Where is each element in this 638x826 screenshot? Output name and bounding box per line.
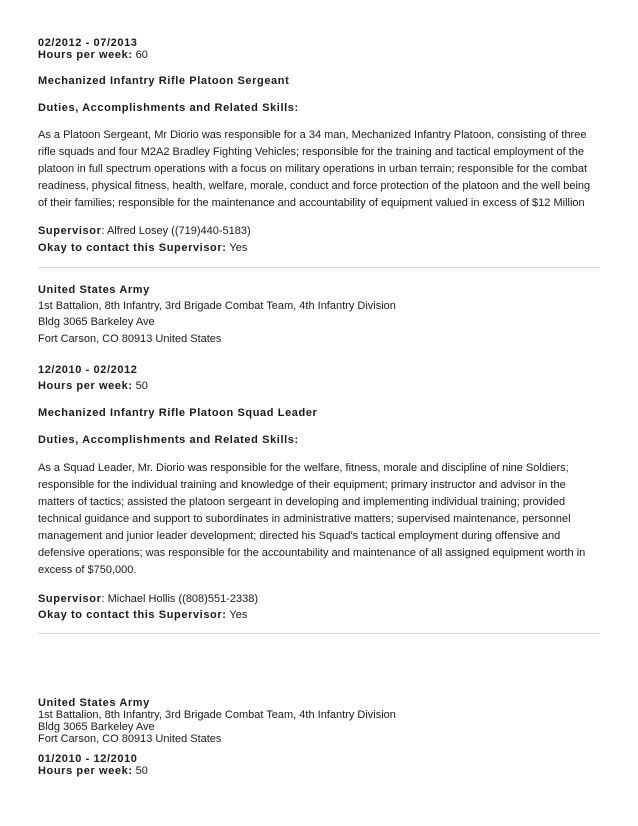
contact-label: Okay to contact this Supervisor: [38, 242, 227, 254]
entry2-supervisor [38, 592, 258, 606]
entry2-hours [38, 379, 148, 393]
supervisor-value: : Michael Hollis ((808)551-2338) [101, 593, 258, 605]
entry1-duties-heading: Duties, Accomplishments and Related Skills: [38, 102, 299, 114]
entry1-duties-text: As a Platoon Sergeant, Mr Diorio was responsible for a 34 man, Mechanized Infantry Platoon, consisting of three rifle squads and four M2A2 Bradley Fighting Vehicles; responsible for the training and tactical employment of the platoon in full spectrum operations with a focus on military operations in urban terrain; responsible for the combat readiness, physical fitness, health, welfare, morale, conduct and force protection of the platoon and the well being of their families; responsible for the maintenance and accountability of equipment valued in excess of $12 Million [38, 129, 591, 209]
entry1-supervisor [38, 224, 251, 238]
entry2-duties-heading: Duties, Accomplishments and Related Skills: [38, 434, 299, 446]
entry2-contact [38, 608, 247, 622]
entry2-job-title: Mechanized Infantry Rifle Platoon Squad Leader [38, 407, 318, 419]
employer3-street: Bldg 3065 Barkeley Ave [38, 721, 155, 733]
hours-label: Hours per week: [38, 49, 133, 61]
employer2-city: Fort Carson, CO 80913 United States [38, 333, 222, 345]
employer3-city: Fort Carson, CO 80913 United States [38, 733, 222, 745]
hours-value: 60 [135, 49, 148, 61]
entry2-duties-text: As a Squad Leader, Mr. Diorio was responsible for the welfare, fitness, morale and discipline of nine Soldiers; responsible for the individual training and knowledge of their equipment; primary instructor and advisor in the matters of tactics; assisted the platoon sergeant in developing and implementing individual training; provided technical guidance and support to subordinates in administrative matters; supervised maintenance, personnel management and junior leader development; directed his Squad's tactical employment during offensive and defensive operations; was responsible for the accountability and maintenance of all assigned equipment worth in excess of $750,000. [38, 462, 586, 576]
employer3-unit: 1st Battalion, 8th Infantry, 3rd Brigade Combat Team, 4th Infantry Division [38, 709, 396, 721]
hours-value: 50 [135, 380, 148, 392]
hours-label: Hours per week: [38, 380, 133, 392]
entry1-job-title: Mechanized Infantry Rifle Platoon Sergeant [38, 75, 290, 87]
section-divider [38, 633, 600, 634]
hours-label: Hours per week: [38, 765, 133, 777]
employer3-name: United States Army [38, 697, 150, 709]
supervisor-value: : Alfred Losey ((719)440-5183) [101, 225, 251, 237]
entry1-contact [38, 241, 247, 255]
entry3-hours [38, 765, 148, 777]
employer2-unit: 1st Battalion, 8th Infantry, 3rd Brigade Combat Team, 4th Infantry Division [38, 300, 396, 312]
entry2-dates: 12/2010 - 02/2012 [38, 364, 138, 376]
hours-value: 50 [135, 765, 148, 777]
entry1-hours [38, 48, 148, 62]
contact-label: Okay to contact this Supervisor: [38, 609, 227, 621]
supervisor-label: Supervisor [38, 593, 102, 605]
contact-value: Yes [229, 242, 248, 254]
employer2-street: Bldg 3065 Barkeley Ave [38, 316, 155, 328]
entry3-dates: 01/2010 - 12/2010 [38, 753, 138, 765]
contact-value: Yes [229, 609, 248, 621]
supervisor-label: Supervisor [38, 225, 102, 237]
employer2-name: United States Army [38, 284, 150, 296]
section-divider [38, 267, 600, 268]
entry1-dates: 02/2012 - 07/2013 [38, 37, 138, 49]
